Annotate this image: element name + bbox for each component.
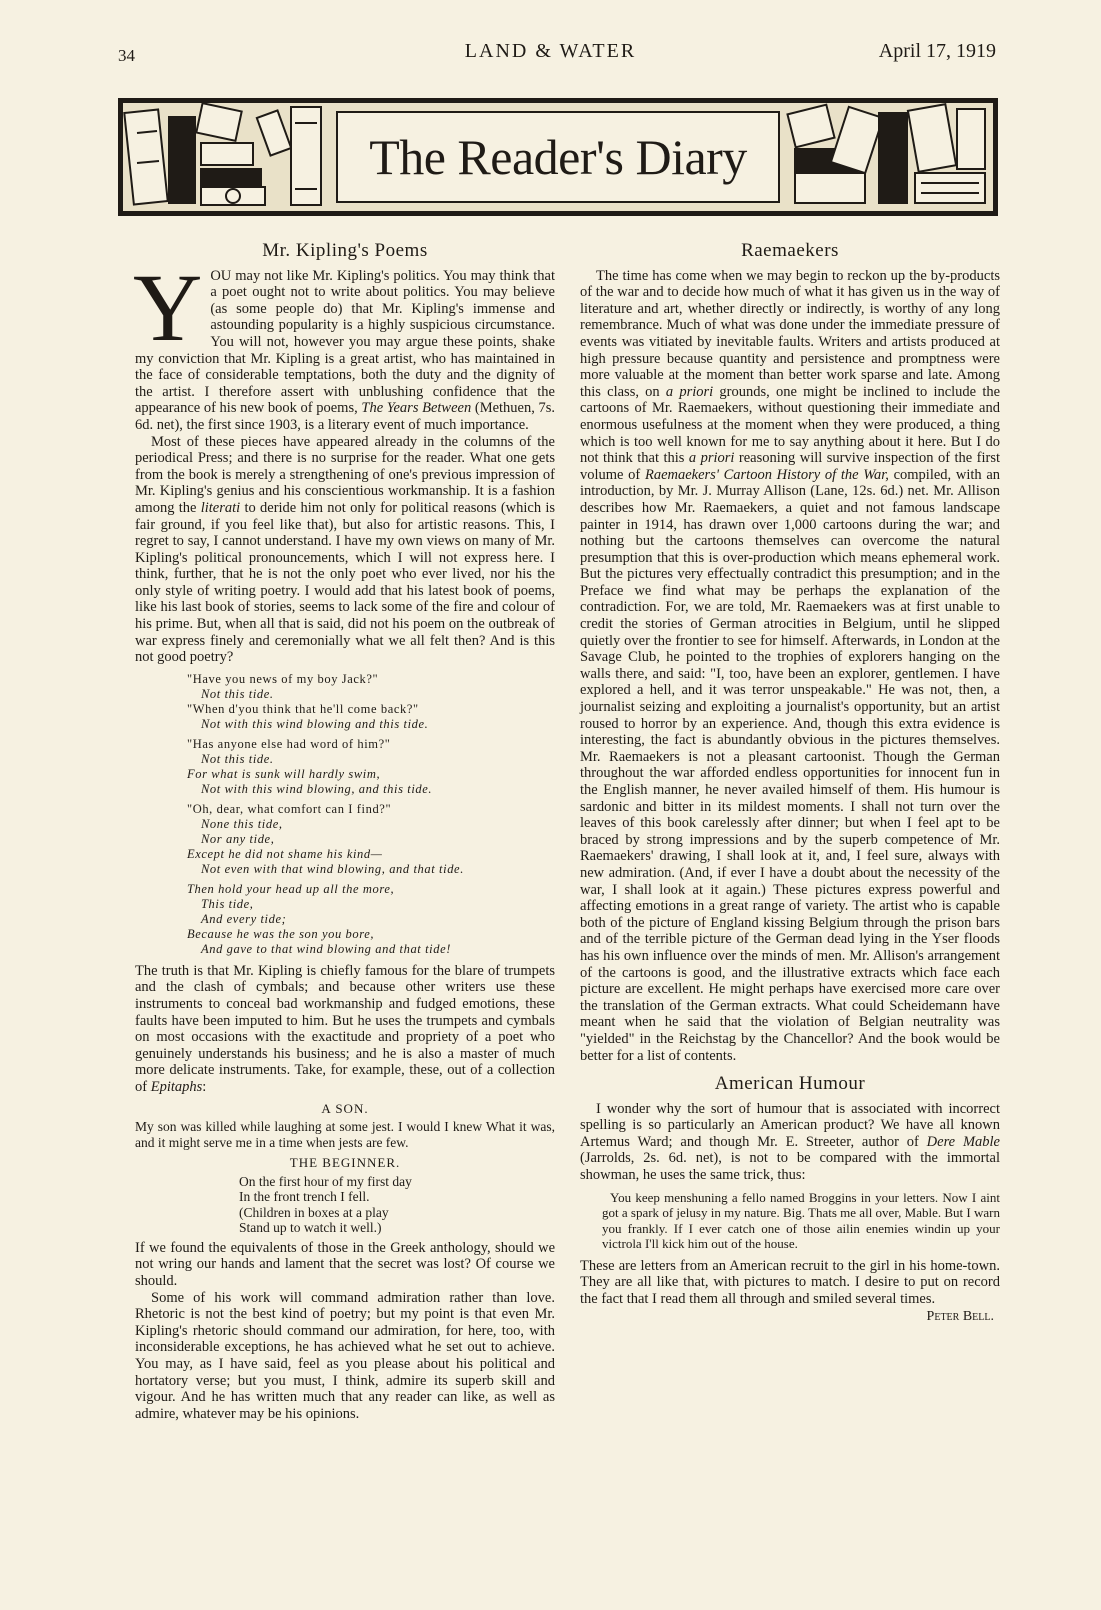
verse-line: On the first hour of my first day bbox=[239, 1173, 412, 1189]
american-humour-heading: American Humour bbox=[714, 1073, 866, 1095]
section-title: The Reader's Diary bbox=[369, 129, 747, 185]
verse-line: "Has anyone else had word of him?" bbox=[187, 736, 391, 751]
epitaph-title-beginner: THE BEGINNER. bbox=[289, 1155, 401, 1171]
verse-line: Not with this wind blowing, and this tide. bbox=[201, 781, 433, 796]
kipling-intro bbox=[133, 253, 556, 434]
drop-cap: Y bbox=[133, 253, 203, 361]
raemaekers-heading: Raemaekers bbox=[741, 240, 839, 261]
epitaph-beginner bbox=[239, 1174, 555, 1236]
verse-line: Not even with that wind blowing, and that tide. bbox=[201, 861, 464, 876]
verse-line: And every tide; bbox=[201, 911, 287, 926]
verse-line: "Oh, dear, what comfort can I find?" bbox=[187, 801, 392, 816]
verse-line: "Have you news of my boy Jack?" bbox=[187, 671, 379, 686]
verse-line: Not with this wind blowing and this tide. bbox=[201, 716, 429, 731]
my-boy-jack-verse bbox=[187, 672, 555, 957]
humour-paragraph-1: I wonder why the sort of humour that is associated with incorrect spelling is so particularly an American product? We have all known Artemus Ward; and though Mr. E. Streeter, author of Dere Mable (Jarrolds, 2s. 6d. net), is not to be compared with the immortal showman, he uses the same trick, thus: bbox=[580, 1100, 1000, 1184]
page-number: 34 bbox=[118, 46, 135, 65]
journal-title: LAND & WATER bbox=[464, 40, 637, 62]
kipling-paragraph-1: OU may not like Mr. Kipling's politics. You may think that a poet ought not to write about politics. You may believe (as some people do) that Mr. Kipling's immense and astounding popularity is a highly suspicious circumstance. You will not, however you may argue these points, shake my conviction that Mr. Kipling is a great artist, who has maintained in the face of considerable temptations, both the duty and the dignity of the artist. I therefore assert with unblushing confidence that the appearance of his new book of poems, The Years Between (Methuen, 7s. 6d. net), the first since 1903, is a literary event of much importance. bbox=[135, 267, 556, 433]
verse-line: Then hold your head up all the more, bbox=[187, 881, 395, 896]
verse-line: In the front trench I fell. bbox=[239, 1189, 370, 1205]
dere-mable-quote: You keep menshuning a fello named Broggins in your letters. Now I aint got a spark of jelusy in my nature. Big. Thats me all over, Mable. But I warn you frankly. If I ever catch one of those ailin enemies windin up your victrola I'll kick him out of the house. bbox=[602, 1189, 1000, 1252]
kipling-paragraph-3: The truth is that Mr. Kipling is chiefly famous for the blare of trumpets and the clash of cymbals; and because other writers use these instruments to conceal bad workmanship and fudged emotions, these faults have been imputed to him. But he uses the trumpets and cymbals on most occasions with the exactitude and propriety of a poet who genuinely understands his business; and he is also a master of much more delicate instruments. Take, for example, these, out of a collection of Epitaphs: bbox=[135, 962, 555, 1095]
verse-line: Not this tide. bbox=[201, 686, 274, 701]
kipling-paragraph-4: If we found the equivalents of those in the Greek anthology, should we not wring our hands and lament that the secret was lost? Of course we should. bbox=[135, 1239, 555, 1289]
issue-date: April 17, 1919 bbox=[878, 40, 996, 62]
left-column bbox=[133, 240, 556, 1422]
verse-line: Except he did not shame his kind— bbox=[187, 846, 383, 861]
verse-line: For what is sunk will hardly swim, bbox=[187, 766, 381, 781]
running-head bbox=[0, 38, 1101, 68]
verse-line: (Children in boxes at a play bbox=[239, 1204, 389, 1220]
verse-line: Because he was the son you bore, bbox=[187, 926, 375, 941]
kipling-heading: Mr. Kipling's Poems bbox=[262, 240, 428, 261]
verse-line: And gave to that wind blowing and that tide! bbox=[201, 941, 451, 956]
humour-paragraph-2: These are letters from an American recruit to the girl in his home-town. They are all like that, with pictures to match. I desire to put on record the fact that I read them all through and smiled several times. bbox=[580, 1257, 1000, 1307]
kipling-paragraph-2: Most of these pieces have appeared already in the columns of the periodical Press; and there is no surprise for the reader. What one gets from the book is merely a strengthening of one's previous impression of Mr. Kipling's genius and his conscientious workmanship. It is a fashion among the literati to deride him not only for political reasons (which is fair ground, if you feel like that), but also for artistic reasons. This, I regret to say, I cannot understand. I have my own views on many of Mr. Kipling's political pronouncements, which I will not express here. I think, further, that he is not the only poet who ever lived, nor his the only style of writing poetry. I would add that his latest book of poems, like his last book of stories, seems to lack some of the fire and colour of his prime. But, when all that is said, did not his poem on the outbreak of war express finely and ceremonially what we all felt then? And is this not good poetry? bbox=[135, 433, 556, 666]
raemaekers-paragraph: The time has come when we may begin to reckon up the by-products of the war and to decide how much of what it has given us in the way of literature and art, whether directly or indirectly, is worthy of any long remembrance. Much of what was done under the immediate pressure of events was vitiated by inevitable faults. Writers and artists produced at high pressure because quantity and persistence and promptness were more valuable at the moment than better work sparse and late. Among this class, on a priori grounds, one might be inclined to include the cartoons of Mr. Raemaekers, without questioning their immediate and enormous usefulness at the moment when they were produced, a thing which is too well known for me to say anything about it here. But I do not think that this a priori reasoning will survive inspection of the first volume of Raemaekers' Cartoon History of the War, compiled, with an introduction, by Mr. J. Murray Allison (Lane, 12s. 6d.) net. Mr. Allison describes how Mr. Raemaekers, a quiet and not famous landscape painter in 1914, has drawn over 1,000 cartoons during the war; and nothing but the cartoons themselves can overcome the natural presumption that this is over-production which means ephemeral work. But the pictures very effectually contradict this presumption; and in the Preface we find what may be perhaps the explanation of the contradiction. For, we are told, Mr. Raemaekers was at first unable to credit the stories of German atrocities in Belgium, until he slipped quietly over the frontier to see for himself. Afterwards, in London at the Savage Club, he pointed to the trophies of explorers hanging on the walls there, and said: "I, too, have been an explorer, gentlemen. I have explored a hell, and it was terror unspeakable." He was not, then, a journalist seizing and exploiting a journalist's opportunity, but an artist roused to horror by an experience. And, though this extra evidence is interesting, the fact is abundantly obvious in the pictures themselves. Mr. Raemaekers is not a pleasant cartoonist. Though the German throughout the war afforded endless opportunities for innocent fun in the English manner, he never availed himself of them. His humour is sardonic and bitter in its mildest moments. I shall not turn over the leaves of this book carelessly after dinner; but when I feel apt to be braced by strong impressions and by the superb competence of Mr. Raemaekers' drawing, I shall look at it, and, I feel sure, always with new admiration. (And, if ever I have a doubt about the necessity of the war, I shall look at it again.) These pictures express powerful and affecting emotions in a great range of variety. The artist who is capable both of the picture of England kissing Belgium through the prison bars and of the terrible picture of the German dead lying in the Yser floods has his own influence over the minds of men. Mr. Allison's arrangement of the cartoons is good, and the illustrative extracts which face each picture are excellent. He might perhaps have exercised more care over the translation of the German extracts. What could Scheidemann have meant when he said that the violation of Belgian neutrality was "yielded" in the Reichstag by the Chancellor? And the book would be better for a list of contents. bbox=[580, 267, 1001, 1064]
readers-diary-banner bbox=[118, 98, 998, 216]
verse-line: This tide, bbox=[201, 896, 254, 911]
epitaph-title-son: A SON. bbox=[321, 1100, 369, 1116]
author-signature: Peter Bell. bbox=[926, 1309, 994, 1325]
verse-line: Not this tide. bbox=[201, 751, 274, 766]
epitaph-son: My son was killed while laughing at some jest. I would I knew What it was, and it might serve me in a time when jests are few. bbox=[135, 1119, 555, 1150]
verse-line: None this tide, bbox=[201, 816, 283, 831]
banner-title bbox=[336, 111, 780, 203]
kipling-paragraph-5: Some of his work will command admiration rather than love. Rhetoric is not the best kind of poetry; but my point is that even Mr. Kipling's rhetoric should command our admiration, for here, too, with inconsiderable exceptions, he has achieved what he set out to achieve. You may, as I have said, feel as you please about his political and hortatory verse; but you must, I think, admire its superb skill and vigour. And he has written much that any reader can like, as well as admire, whatever may be his opinions. bbox=[135, 1289, 555, 1422]
verse-line: "When d'you think that he'll come back?" bbox=[187, 701, 419, 716]
verse-line: Stand up to watch it well.) bbox=[239, 1220, 382, 1236]
right-column bbox=[580, 240, 1001, 1326]
verse-line: Nor any tide, bbox=[201, 831, 275, 846]
